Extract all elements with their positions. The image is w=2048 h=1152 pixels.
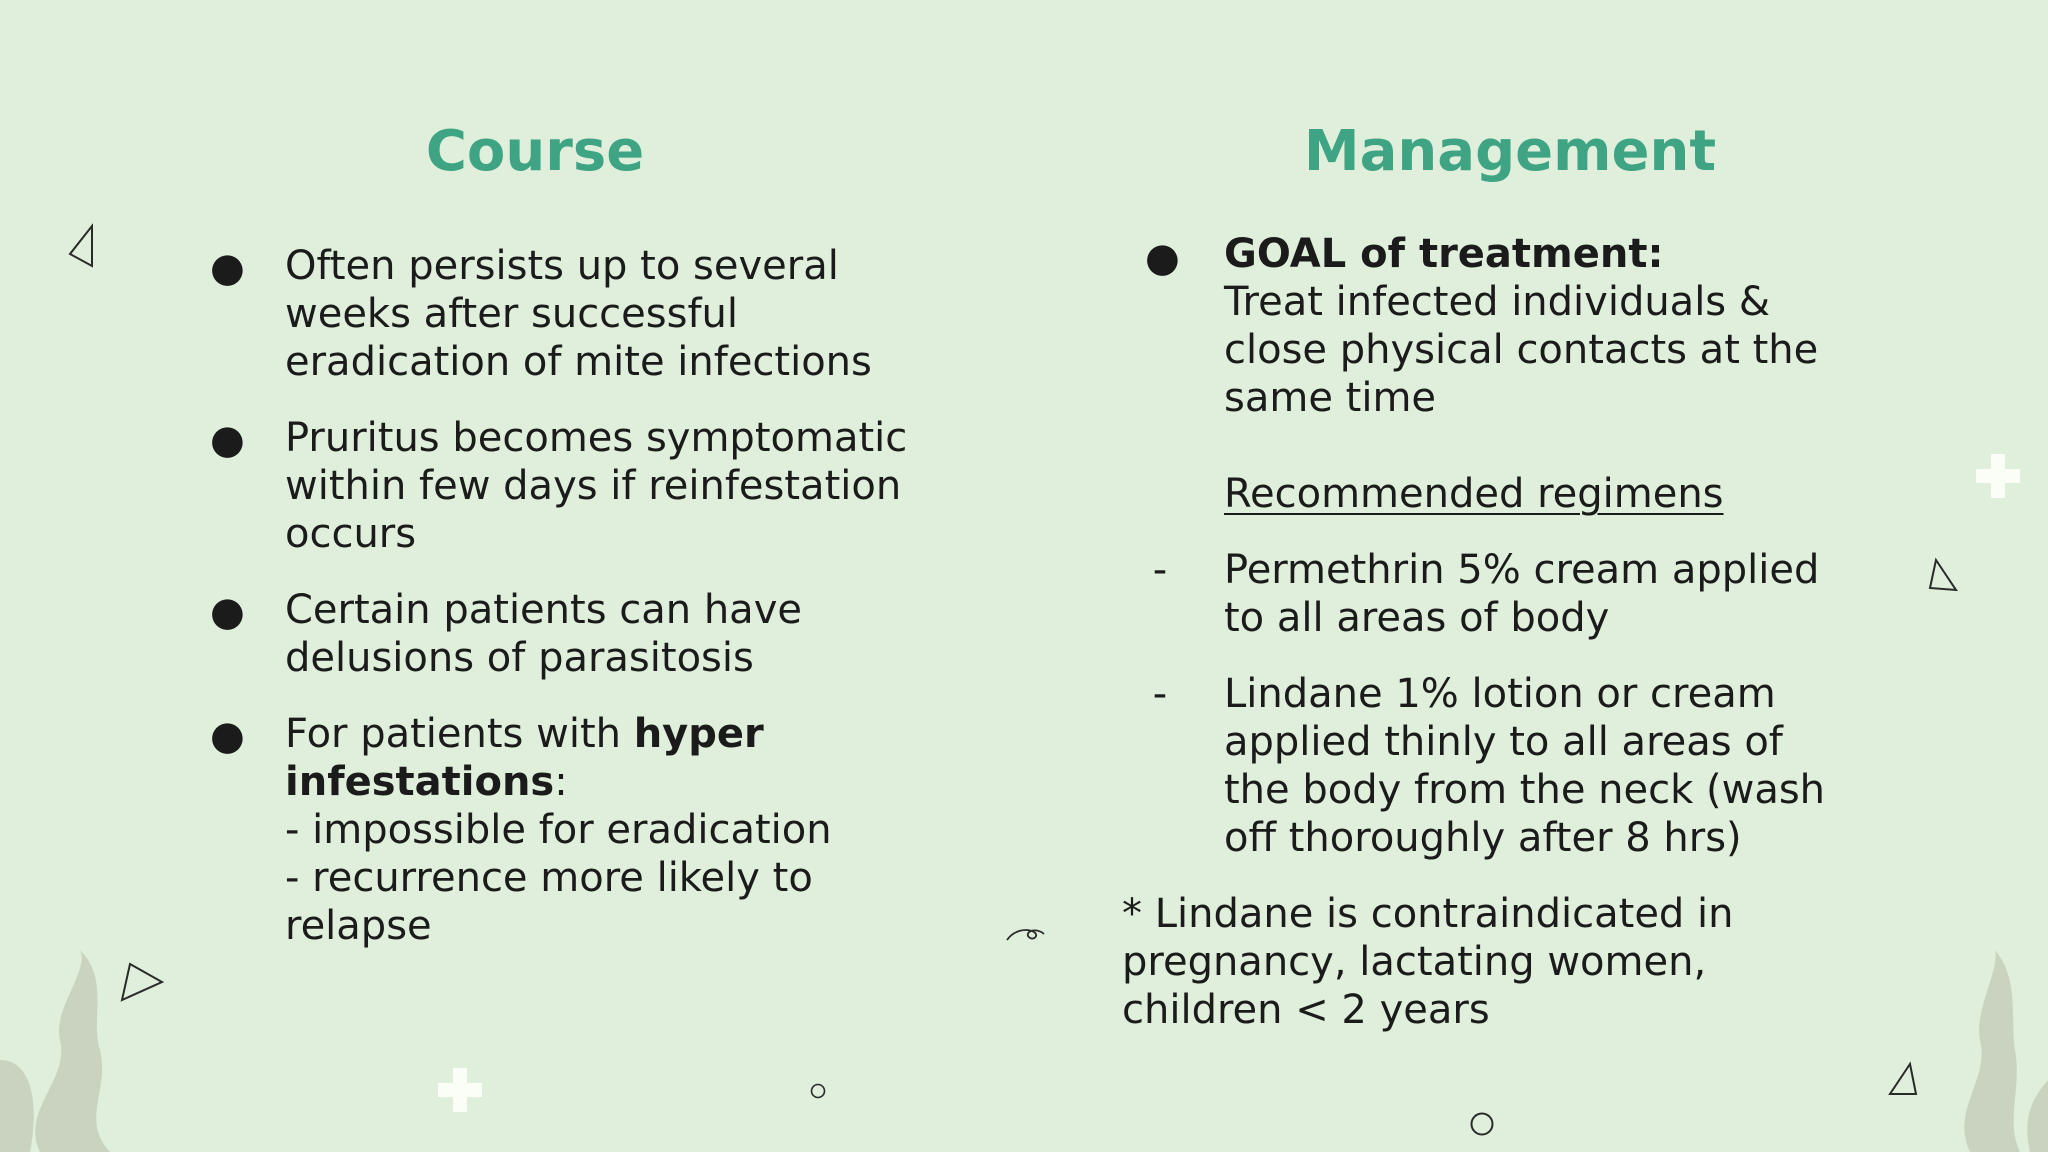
regimen-1-line-2: to all areas of body (1224, 595, 1610, 641)
note-line-1: * Lindane is contraindicated in (1122, 891, 1734, 937)
course-item-4-bold-suffix: : (554, 759, 568, 805)
course-item-2-line-3: occurs (285, 511, 417, 557)
course-item-4-sub-2a: - recurrence more likely to (285, 855, 813, 901)
course-item-4-lead: For patients with (285, 711, 634, 757)
course-item-4-sub-1: - impossible for eradication (285, 807, 832, 853)
course-item-1-line-3: eradication of mite infections (285, 339, 872, 385)
triangle-outline-icon (64, 222, 104, 272)
dash-marker: - (1152, 671, 1168, 717)
triangle-outline-icon (1926, 556, 1960, 596)
regimens-heading: Recommended regimens (1224, 471, 1724, 517)
dash-marker: - (1152, 547, 1168, 593)
triangle-outline-icon (1886, 1060, 1920, 1100)
goal-line-3: same time (1224, 375, 1437, 421)
course-item-3-line-2: delusions of parasitosis (285, 635, 754, 681)
course-item-2-line-1: Pruritus becomes symptomatic (285, 415, 908, 461)
course-item-3-line-1: Certain patients can have (285, 587, 802, 633)
bullet-icon: ● (210, 589, 245, 635)
plus-icon (1974, 452, 2022, 500)
regimen-2-line-2: applied thinly to all areas of (1224, 719, 1783, 765)
note-line-3: children < 2 years (1122, 987, 1490, 1033)
bullet-icon: ● (1145, 235, 1180, 281)
goal-label: GOAL of treatment: (1224, 231, 1664, 277)
plus-icon (436, 1066, 484, 1114)
circle-outline-icon (1468, 1110, 1496, 1138)
management-title: Management (1303, 119, 1717, 184)
regimen-2-line-1: Lindane 1% lotion or cream (1224, 671, 1776, 717)
bullet-icon: ● (210, 417, 245, 463)
goal-line-1: Treat infected individuals & (1224, 279, 1771, 325)
seaweed-decoration-right (1910, 940, 2048, 1152)
goal-line-2: close physical contacts at the (1224, 327, 1819, 373)
course-title: Course (425, 119, 645, 184)
note-line-2: pregnancy, lactating women, (1122, 939, 1707, 985)
course-item-4-lead-bold: hyper (633, 711, 764, 757)
course-item-4-bold-line: infestations (285, 759, 555, 805)
regimen-1-line-1: Permethrin 5% cream applied (1224, 547, 1820, 593)
bullet-icon: ● (210, 713, 245, 759)
regimen-2-line-4: off thoroughly after 8 hrs) (1224, 815, 1742, 861)
circle-outline-icon (809, 1082, 827, 1100)
squiggle-icon (1004, 922, 1048, 946)
course-item-4-sub-2b: relapse (285, 903, 432, 949)
course-item-2-line-2: within few days if reinfestation (285, 463, 902, 509)
course-item-1-line-1: Often persists up to several (285, 243, 839, 289)
regimen-2-line-3: the body from the neck (wash (1224, 767, 1826, 813)
course-item-1-line-2: weeks after successful (285, 291, 739, 337)
triangle-outline-icon (118, 960, 166, 1004)
contraindication-note (1122, 890, 1734, 1034)
bullet-icon: ● (210, 245, 245, 291)
